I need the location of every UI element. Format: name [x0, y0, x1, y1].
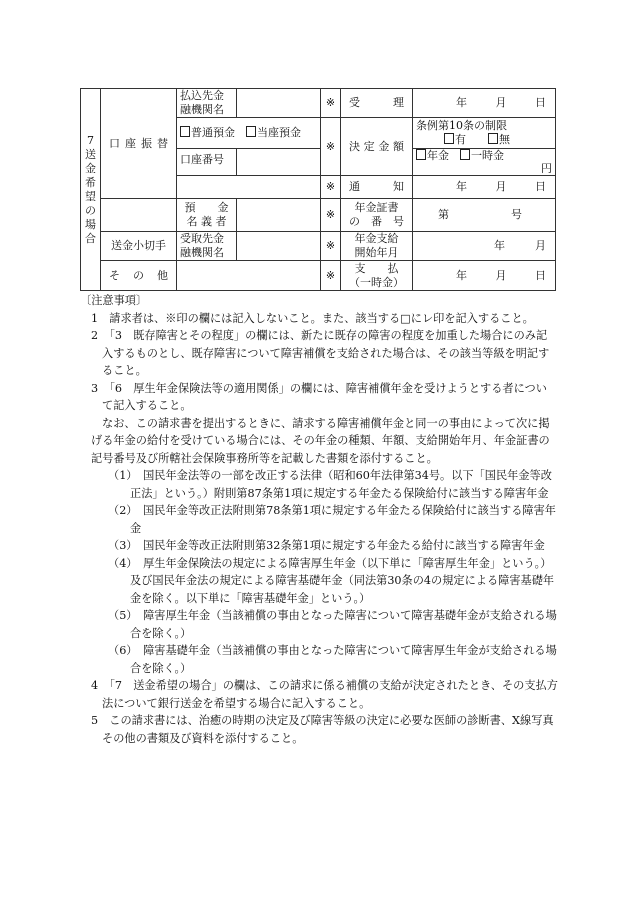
uketori-bank-label: 受取先金 融機関名 — [177, 232, 237, 261]
shousho-number-field[interactable]: 第 号 — [413, 199, 556, 232]
account-type-field[interactable]: 普通預金 当座預金 — [177, 118, 321, 149]
ichijikin-checkbox[interactable] — [460, 149, 470, 160]
tsuuchi-date-field[interactable]: 年 月 日 — [413, 176, 556, 199]
note-3-subitem-1: （1） 国民年金法等の一部を改正する法律（昭和60年法律第34号。以下「国民年金等改正法」という。）附則第87条第1項に規定する年金たる保険給付に該当する障害年金 — [108, 469, 552, 500]
kogitte-label: 送金小切手 — [101, 232, 177, 261]
official-use-mark: ※ — [321, 89, 341, 118]
meigi-label: 預 金 名 義 者 — [177, 199, 237, 232]
shiharai-label: 支 払 （一時金） — [341, 261, 413, 291]
kouza-bangou-continued[interactable] — [177, 176, 321, 199]
note-3-subitem-2: （2） 国民年金等改正法附則第78条第1項に規定する年金たる保険給付に該当する障害年金 — [108, 504, 556, 535]
seigen-field[interactable]: 条例第10条の制限 有 無 — [413, 118, 556, 149]
note-4: 4 「7 送金希望の場合」の欄は、この請求に係る補償の支給が決定されたとき、その支払方法について銀行送金を希望する場合に記入すること。 — [91, 679, 558, 710]
note-3-subitem-3: （3） 国民年金等改正法附則第32条第1項に規定する年金たる給付に該当する障害年金 — [108, 539, 545, 552]
note-3-subitem-5: （5） 障害厚生年金（当該補償の事由となった障害について障害基礎年金が支給される場合を除く。） — [108, 609, 557, 640]
juri-date-field[interactable]: 年 月 日 — [413, 89, 556, 118]
sonota-field[interactable] — [177, 261, 321, 291]
note-1: 1 請求者は、※印の欄には記入しないこと。また、該当する□にレ印を記入すること。 — [91, 311, 534, 325]
uketori-bank-field[interactable] — [237, 232, 321, 261]
official-use-mark: ※ — [321, 118, 341, 176]
shiharai-date-field[interactable]: 年 月 日 — [413, 261, 556, 291]
shousho-label: 年金証書 の 番 号 — [341, 199, 413, 232]
note-3-continuation: なお、この請求書を提出するときに、請求する障害補償年金と同一の事由によって次に掲げる年金の給付を受けている場合には、その年金の種類、年額、支給開始年月、年金証書の記号番号及び所轄社会保険事務所等を記載した書類を添付すること。 — [91, 416, 550, 465]
remittance-table — [80, 88, 556, 291]
note-3-subitem-6: （6） 障害基礎年金（当該補償の事由となった障害について障害厚生年金が支給される場合を除く。） — [108, 644, 557, 675]
furikomi-bank-field[interactable] — [237, 89, 321, 118]
shikyu-kaishi-field[interactable]: 年 月 — [413, 232, 556, 261]
official-use-mark: ※ — [321, 199, 341, 232]
meigi-field[interactable] — [237, 199, 321, 232]
furikomi-bank-label: 払込先金 融機関名 — [177, 89, 237, 118]
section-7-label: 7 送 金 希 望 の 場 合 — [81, 89, 101, 291]
kouza-furikae-label: 口座振替 — [101, 89, 177, 199]
nenkin-checkbox[interactable] — [416, 149, 426, 160]
juri-label: 受 理 — [341, 89, 413, 118]
note-3: 3 「6 厚生年金保険法等の適用関係」の欄には、障害補償年金を受けようとする者について記入すること。 — [91, 381, 547, 412]
ari-checkbox[interactable] — [444, 133, 454, 144]
note-3-subitem-4: （4） 厚生年金保険法の規定による障害厚生年金（以下単に「障害厚生年金」という。）及び国民年金法の規定による障害基礎年金（同法第30条の4の規定による障害基礎年金を除く。以下単に「障害基礎年金」という。） — [108, 556, 555, 605]
kouza-bangou-field[interactable] — [237, 149, 321, 176]
notes-section — [80, 292, 558, 747]
note-2: 2 「3 既存障害とその程度」の欄には、新たに既存の障害の程度を加重した場合にのみ記入するものとし、既存障害について障害補償を支給された場合は、その該当等級を明記すること。 — [91, 329, 550, 377]
shikyu-kaishi-label: 年金支給 開始年月 — [341, 232, 413, 261]
note-5: 5 この請求書には、治癒の時期の決定及び障害等級の決定に必要な医師の診断書、X線写真その他の書類及び資料を添付すること。 — [91, 714, 554, 745]
kouza-blank — [101, 199, 177, 232]
futsuu-checkbox[interactable] — [180, 126, 190, 137]
amount-field[interactable]: 年金 一時金 円 — [413, 149, 556, 176]
touza-checkbox[interactable] — [246, 126, 256, 137]
nashi-checkbox[interactable] — [488, 133, 498, 144]
official-use-mark: ※ — [321, 261, 341, 291]
official-use-mark: ※ — [321, 232, 341, 261]
kettei-label: 決定金額 — [341, 118, 413, 176]
official-use-mark: ※ — [321, 176, 341, 199]
sonota-label: その他 — [101, 261, 177, 291]
kouza-bangou-label: 口座番号 — [177, 149, 237, 176]
tsuuchi-label: 通 知 — [341, 176, 413, 199]
notes-heading: 〔注意事項〕 — [80, 294, 148, 307]
